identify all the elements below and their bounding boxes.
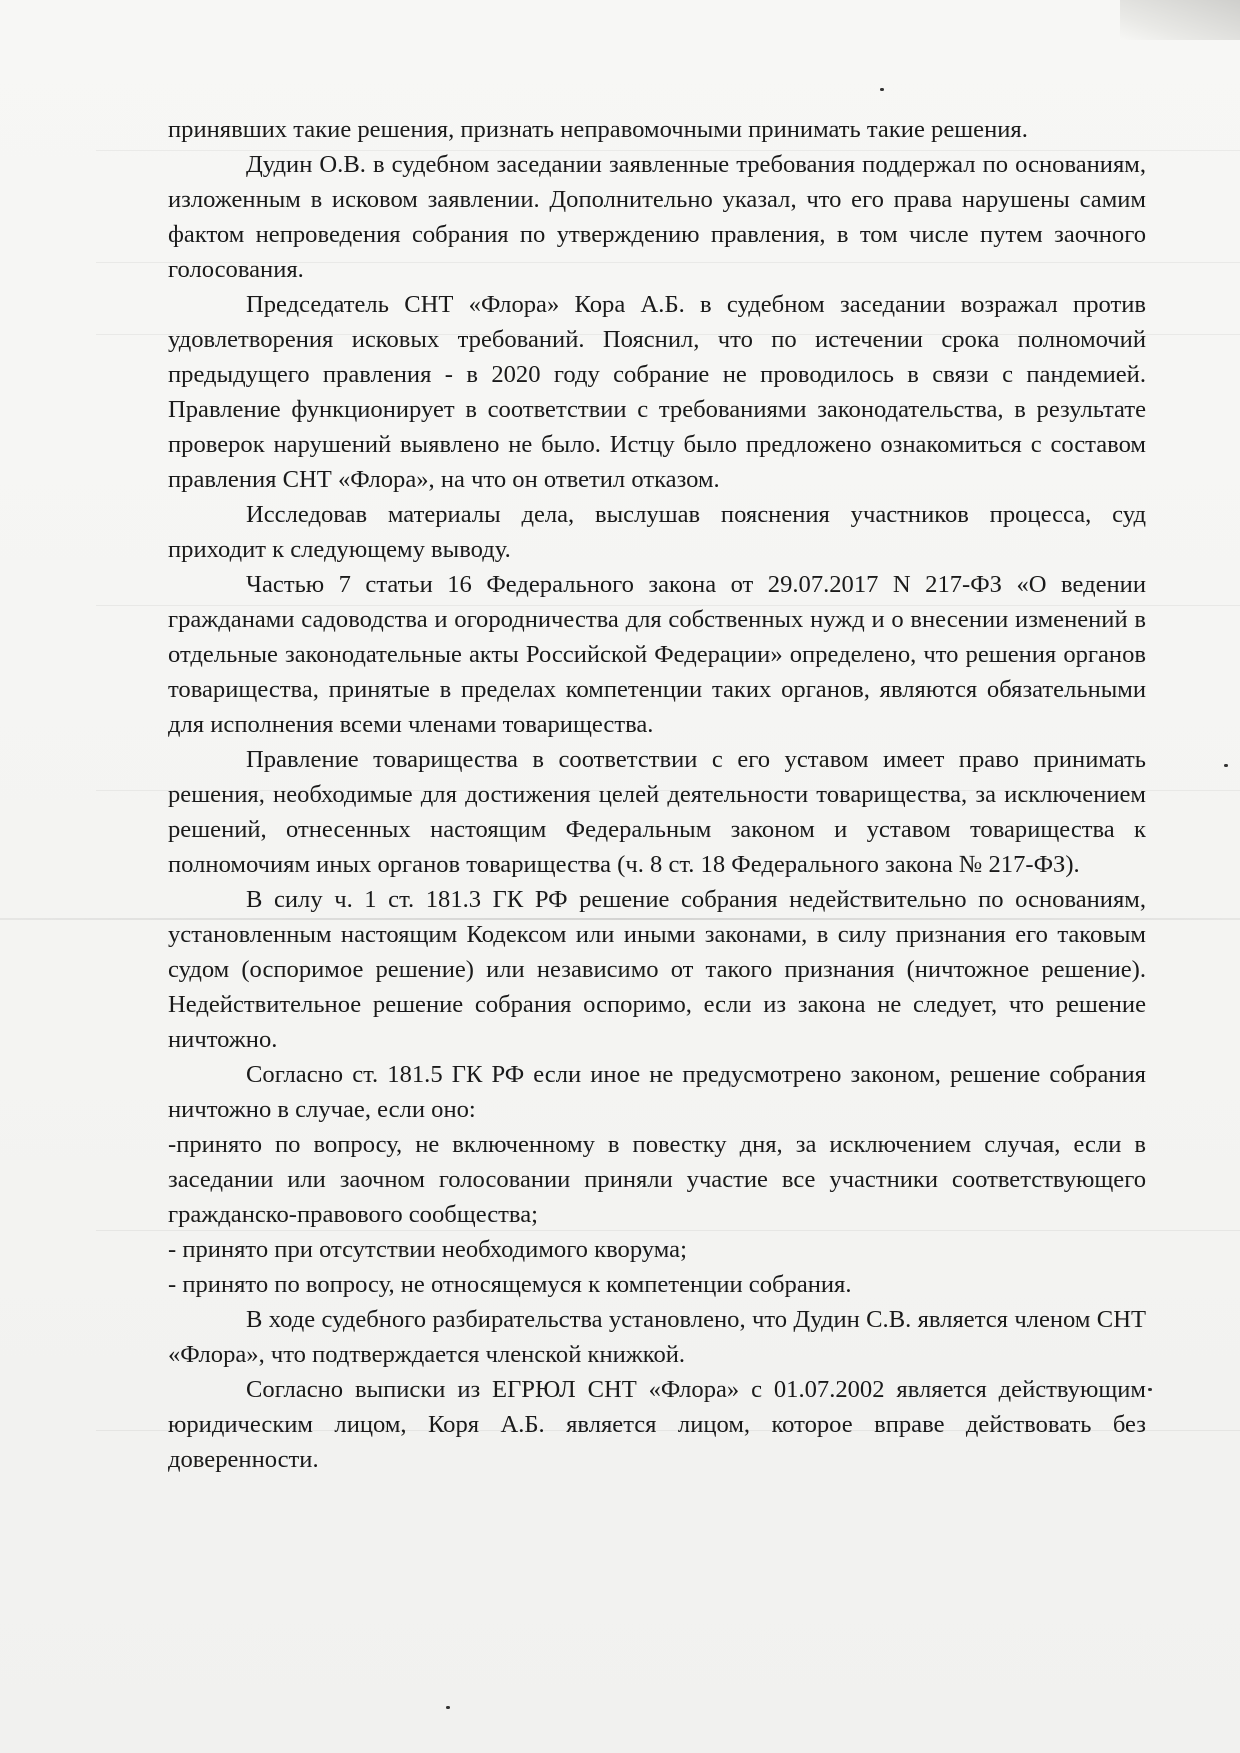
list-item-quorum: - принято при отсутствии необходимого кворума; [168, 1236, 687, 1263]
paragraph-egrul: Согласно выписки из ЕГРЮЛ СНТ «Флора» с 01.07.2002 является действующим юридическим лицом, Коря А.Б. является лицом, которое вправе действовать без доверенности. [168, 1376, 1146, 1473]
scan-speck [1148, 1388, 1152, 1391]
paragraph-law-217-fz: Частью 7 статьи 16 Федерального закона от 29.07.2017 N 217-ФЗ «О ведении гражданами садоводства и огородничества для собственных нужд и о внесении изменений в отдельные законодательные акты Российской Федерации» определено, что решения органов товарищества, принятые в пределах компетенции таких органов, являются обязательными для исполнения всеми членами товарищества. [168, 571, 1146, 738]
paragraph-continuation: принявших такие решения, признать неправомочными принимать такие решения. [168, 116, 1028, 143]
scan-speck [446, 1706, 450, 1709]
paragraph-board-powers: Правление товарищества в соответствии с его уставом имеет право принимать решения, необходимые для достижения целей деятельности товарищества, за исключением решений, отнесенных настоящим Федеральным законом и уставом товарищества к полномочиям иных органов товарищества (ч. 8 ст. 18 Федерального закона № 217-ФЗ). [168, 746, 1146, 878]
folded-corner [1120, 0, 1240, 40]
paragraph-court-conclusion-intro: Исследовав материалы дела, выслушав пояснения участников процесса, суд приходит к следующему выводу. [168, 501, 1146, 563]
scan-speck [880, 88, 884, 91]
paragraph-chairman-position: Председатель СНТ «Флора» Кора А.Б. в судебном заседании возражал против удовлетворения исковых требований. Пояснил, что по истечении срока полномочий предыдущего правления - в 2020 году собрание не проводилось в связи с пандемией. Правление функционирует в соответствии с требованиями законодательства, в результате проверок нарушений выявлено не было. Истцу было предложено ознакомиться с составом правления СНТ «Флора», на что он ответил отказом. [168, 291, 1146, 493]
paragraph-plaintiff-position: Дудин О.В. в судебном заседании заявленные требования поддержал по основаниям, изложенным в исковом заявлении. Дополнительно указал, что его права нарушены самим фактом непроведения собрания по утверждению правления, в том числе путем заочного голосования. [168, 151, 1146, 283]
paragraph-gk-181-5: Согласно ст. 181.5 ГК РФ если иное не предусмотрено законом, решение собрания ничтожно в случае, если оно: [168, 1061, 1146, 1123]
list-item-agenda: -принято по вопросу, не включенному в повестку дня, за исключением случая, если в заседании или заочном голосовании приняли участие все участники соответствующего гражданско-правового сообщества; [168, 1131, 1146, 1228]
list-item-competence: - принято по вопросу, не относящемуся к компетенции собрания. [168, 1271, 852, 1298]
paragraph-membership: В ходе судебного разбирательства установлено, что Дудин С.В. является членом СНТ «Флора», что подтверждается членской книжкой. [168, 1306, 1146, 1368]
paragraph-gk-181-3: В силу ч. 1 ст. 181.3 ГК РФ решение собрания недействительно по основаниям, установленным настоящим Кодексом или иными законами, в силу признания его таковым судом (оспоримое решение) или независимо от такого признания (ничтожное решение). Недействительное решение собрания оспоримо, если из закона не следует, что решение ничтожно. [168, 886, 1146, 1053]
document-body [168, 112, 1146, 1477]
scan-speck [1224, 764, 1228, 767]
